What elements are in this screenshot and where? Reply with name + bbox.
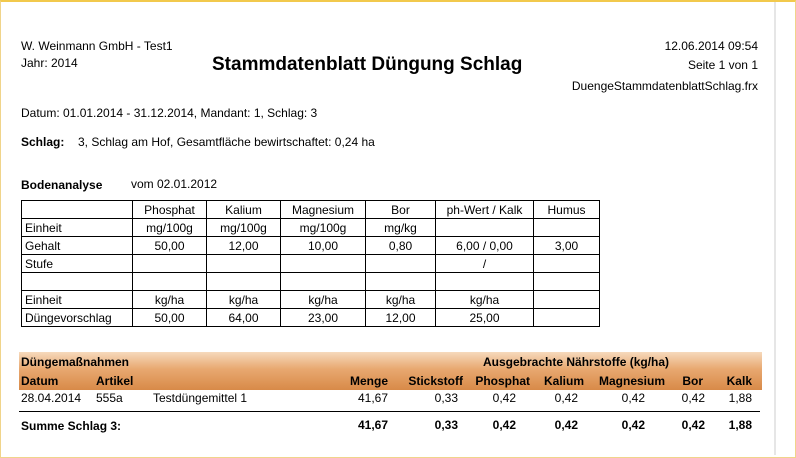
sum-kalk: 1,88 xyxy=(728,418,752,432)
soil-cell: 64,00 xyxy=(207,309,281,327)
soil-cell xyxy=(534,291,600,309)
field-label: Schlag: xyxy=(21,135,65,149)
soil-col-header: Phosphat xyxy=(133,201,207,219)
report-datetime: 12.06.2014 09:54 xyxy=(664,39,758,53)
soil-row-label: Einheit xyxy=(22,219,133,237)
soil-cell: mg/100g xyxy=(133,219,207,237)
col-header-datum: Datum xyxy=(21,374,59,388)
soil-cell xyxy=(534,309,600,327)
soil-cell xyxy=(366,255,436,273)
soil-cell: kg/ha xyxy=(436,291,534,309)
report-year: Jahr: 2014 xyxy=(21,56,78,70)
soil-cell xyxy=(366,273,436,291)
soil-cell: mg/kg xyxy=(366,219,436,237)
soil-header-row xyxy=(22,201,600,219)
col-header-menge: Menge xyxy=(349,374,388,388)
soil-cell: 6,00 / 0,00 xyxy=(436,237,534,255)
soil-row xyxy=(22,309,600,327)
measure-phosphat: 0,42 xyxy=(492,391,516,405)
soil-cell xyxy=(133,273,207,291)
soil-col-header: Magnesium xyxy=(281,201,366,219)
soil-cell: 12,00 xyxy=(207,237,281,255)
soil-row-label: Gehalt xyxy=(22,237,133,255)
soil-cell xyxy=(281,255,366,273)
soil-cell: 23,00 xyxy=(281,309,366,327)
soil-cell: kg/ha xyxy=(281,291,366,309)
soil-cell: mg/100g xyxy=(207,219,281,237)
company-name: W. Weinmann GmbH - Test1 xyxy=(21,39,173,53)
soil-row-label xyxy=(22,273,133,291)
soil-cell xyxy=(534,255,600,273)
soil-cell xyxy=(281,273,366,291)
soil-cell: 3,00 xyxy=(534,237,600,255)
soil-analysis-label: Bodenanalyse xyxy=(21,178,103,192)
soil-row xyxy=(22,219,600,237)
sum-divider xyxy=(19,411,760,412)
soil-col-header: ph-Wert / Kalk xyxy=(436,201,534,219)
soil-cell: kg/ha xyxy=(366,291,436,309)
field-value: 3, Schlag am Hof, Gesamtfläche bewirtschaftet: 0,24 ha xyxy=(78,135,375,149)
nutrients-label: Ausgebrachte Nährstoffe (kg/ha) xyxy=(483,355,670,369)
measure-artikel-nr: 555a xyxy=(96,391,123,405)
soil-cell: 50,00 xyxy=(133,237,207,255)
soil-cell xyxy=(534,273,600,291)
col-header-stickstoff: Stickstoff xyxy=(408,374,463,388)
soil-cell xyxy=(207,255,281,273)
measure-bor: 0,42 xyxy=(681,391,705,405)
soil-analysis-date: vom 02.01.2012 xyxy=(131,177,218,191)
col-header-magnesium: Magnesium xyxy=(598,374,665,388)
soil-cell: kg/ha xyxy=(207,291,281,309)
soil-analysis-table xyxy=(21,200,600,327)
col-header-artikel: Artikel xyxy=(96,374,134,388)
report-title: Stammdatenblatt Düngung Schlag xyxy=(212,54,523,75)
soil-row xyxy=(22,291,600,309)
sum-bor: 0,42 xyxy=(681,418,705,432)
soil-cell: / xyxy=(436,255,534,273)
soil-cell: 50,00 xyxy=(133,309,207,327)
soil-cell: kg/ha xyxy=(133,291,207,309)
soil-cell xyxy=(436,219,534,237)
measures-section-label: Düngemaßnahmen xyxy=(21,355,130,369)
soil-cell: 10,00 xyxy=(281,237,366,255)
soil-row-label: Düngevorschlag xyxy=(22,309,133,327)
soil-row xyxy=(22,237,600,255)
soil-row-label: Einheit xyxy=(22,291,133,309)
measure-menge: 41,67 xyxy=(357,391,388,405)
soil-row xyxy=(22,255,600,273)
measure-datum: 28.04.2014 xyxy=(21,391,82,405)
soil-col-header: Humus xyxy=(534,201,600,219)
sum-label: Summe Schlag 3: xyxy=(21,419,122,433)
measure-stickstoff: 0,33 xyxy=(434,391,458,405)
col-header-phosphat: Phosphat xyxy=(475,374,530,388)
soil-row-label: Stufe xyxy=(22,255,133,273)
vertical-scrollbar[interactable] xyxy=(774,2,776,455)
measure-artikel-name: Testdüngemittel 1 xyxy=(153,391,248,405)
col-header-kalk: Kalk xyxy=(726,374,752,388)
soil-cell xyxy=(133,255,207,273)
soil-cell: mg/100g xyxy=(281,219,366,237)
col-header-kalium: Kalium xyxy=(543,374,584,388)
soil-cell xyxy=(534,219,600,237)
soil-cell xyxy=(436,273,534,291)
measure-magnesium: 0,42 xyxy=(621,391,645,405)
page-indicator: Seite 1 von 1 xyxy=(687,58,758,72)
soil-col-header: Kalium xyxy=(207,201,281,219)
measure-kalium: 0,42 xyxy=(554,391,578,405)
sum-menge: 41,67 xyxy=(357,418,388,432)
sum-stickstoff: 0,33 xyxy=(434,418,458,432)
soil-cell xyxy=(207,273,281,291)
sum-phosphat: 0,42 xyxy=(492,418,516,432)
soil-cell: 0,80 xyxy=(366,237,436,255)
report-filename: DuengeStammdatenblattSchlag.frx xyxy=(571,79,758,93)
soil-corner-cell xyxy=(22,201,133,219)
measure-kalk: 1,88 xyxy=(728,391,752,405)
soil-cell: 12,00 xyxy=(366,309,436,327)
report-period: Datum: 01.01.2014 - 31.12.2014, Mandant: 1, Schlag: 3 xyxy=(21,106,318,120)
soil-row xyxy=(22,273,600,291)
sum-kalium: 0,42 xyxy=(554,418,578,432)
sum-magnesium: 0,42 xyxy=(621,418,645,432)
soil-col-header: Bor xyxy=(366,201,436,219)
soil-cell: 25,00 xyxy=(436,309,534,327)
col-header-bor: Bor xyxy=(682,374,703,388)
